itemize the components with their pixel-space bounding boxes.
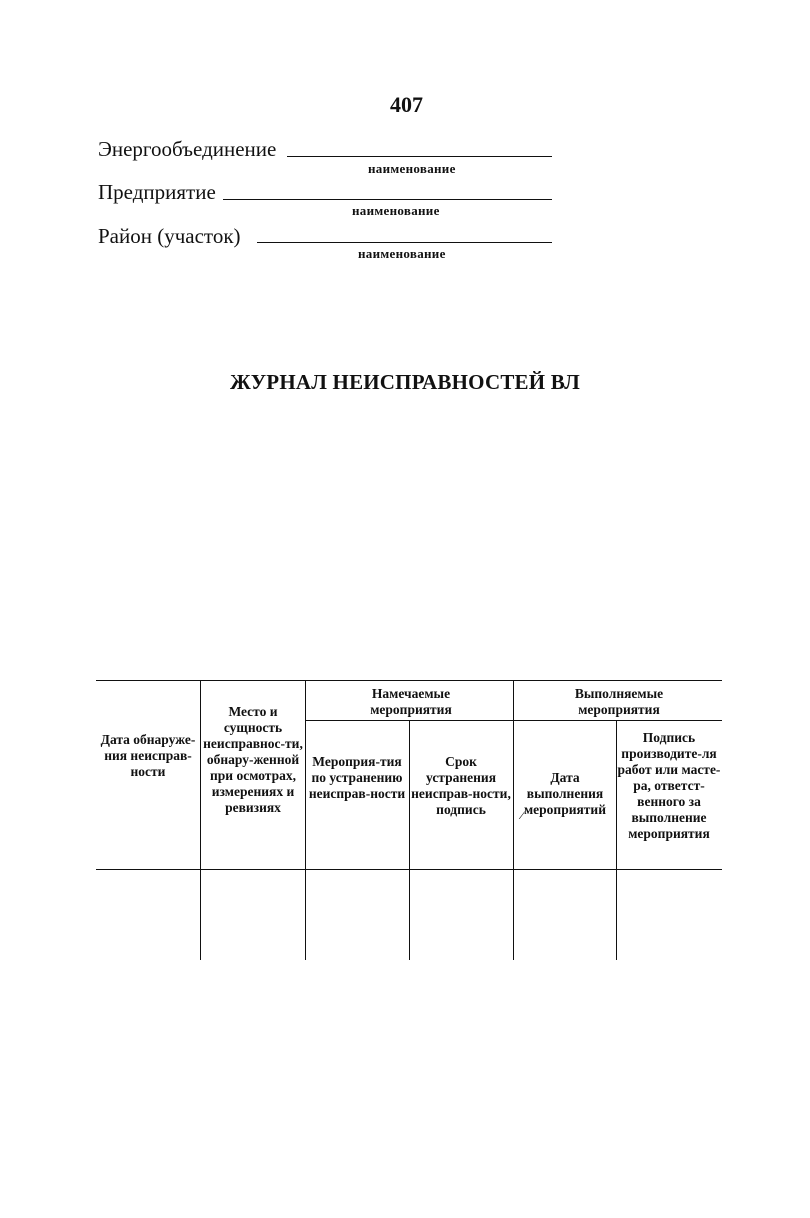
header-planned-deadline-signature: Срок устранения неисправ-ности, подпись (411, 754, 511, 817)
journal-title: ЖУРНАЛ НЕИСПРАВНОСТЕЙ ВЛ (230, 370, 580, 394)
enterprise-hint: наименование (352, 203, 440, 218)
header-foreman-signature: Подпись производите-ля работ или масте-ра, ответст-венного за выполнение мероприятия (617, 730, 721, 841)
energy-association-line[interactable] (287, 156, 552, 157)
energy-association-hint: наименование (368, 161, 456, 176)
table-top-border (96, 680, 722, 681)
executed-group-divider (513, 720, 722, 721)
header-planned-measures: Намечаемые мероприятия (370, 686, 452, 717)
page-number: 407 (390, 92, 423, 117)
district-label: Район (участок) (98, 224, 241, 248)
district-hint: наименование (358, 246, 446, 261)
header-execution-date: Дата выполнения мероприятий (523, 770, 606, 817)
energy-association-label: Энергообъединение (98, 137, 277, 161)
energy-association-field (98, 137, 276, 162)
header-executed-measures: Выполняемые мероприятия (574, 686, 664, 717)
district-field (98, 224, 241, 249)
table-row[interactable] (96, 870, 722, 960)
header-defect-location: Место и сущность неисправнос-ти, обнару-женной при осмотрах, измерениях и ревизиях (203, 704, 303, 815)
pen-mark: ⁄ (521, 808, 524, 822)
defects-journal-table (96, 680, 722, 960)
enterprise-field (98, 180, 216, 205)
header-planned-measures-actions: Мероприя-тия по устранению неисправ-ности (308, 754, 406, 801)
enterprise-label: Предприятие (98, 180, 216, 204)
enterprise-line[interactable] (223, 199, 552, 200)
header-detection-date: Дата обнаруже-ния неисправ-ности (100, 732, 196, 779)
district-line[interactable] (257, 242, 552, 243)
